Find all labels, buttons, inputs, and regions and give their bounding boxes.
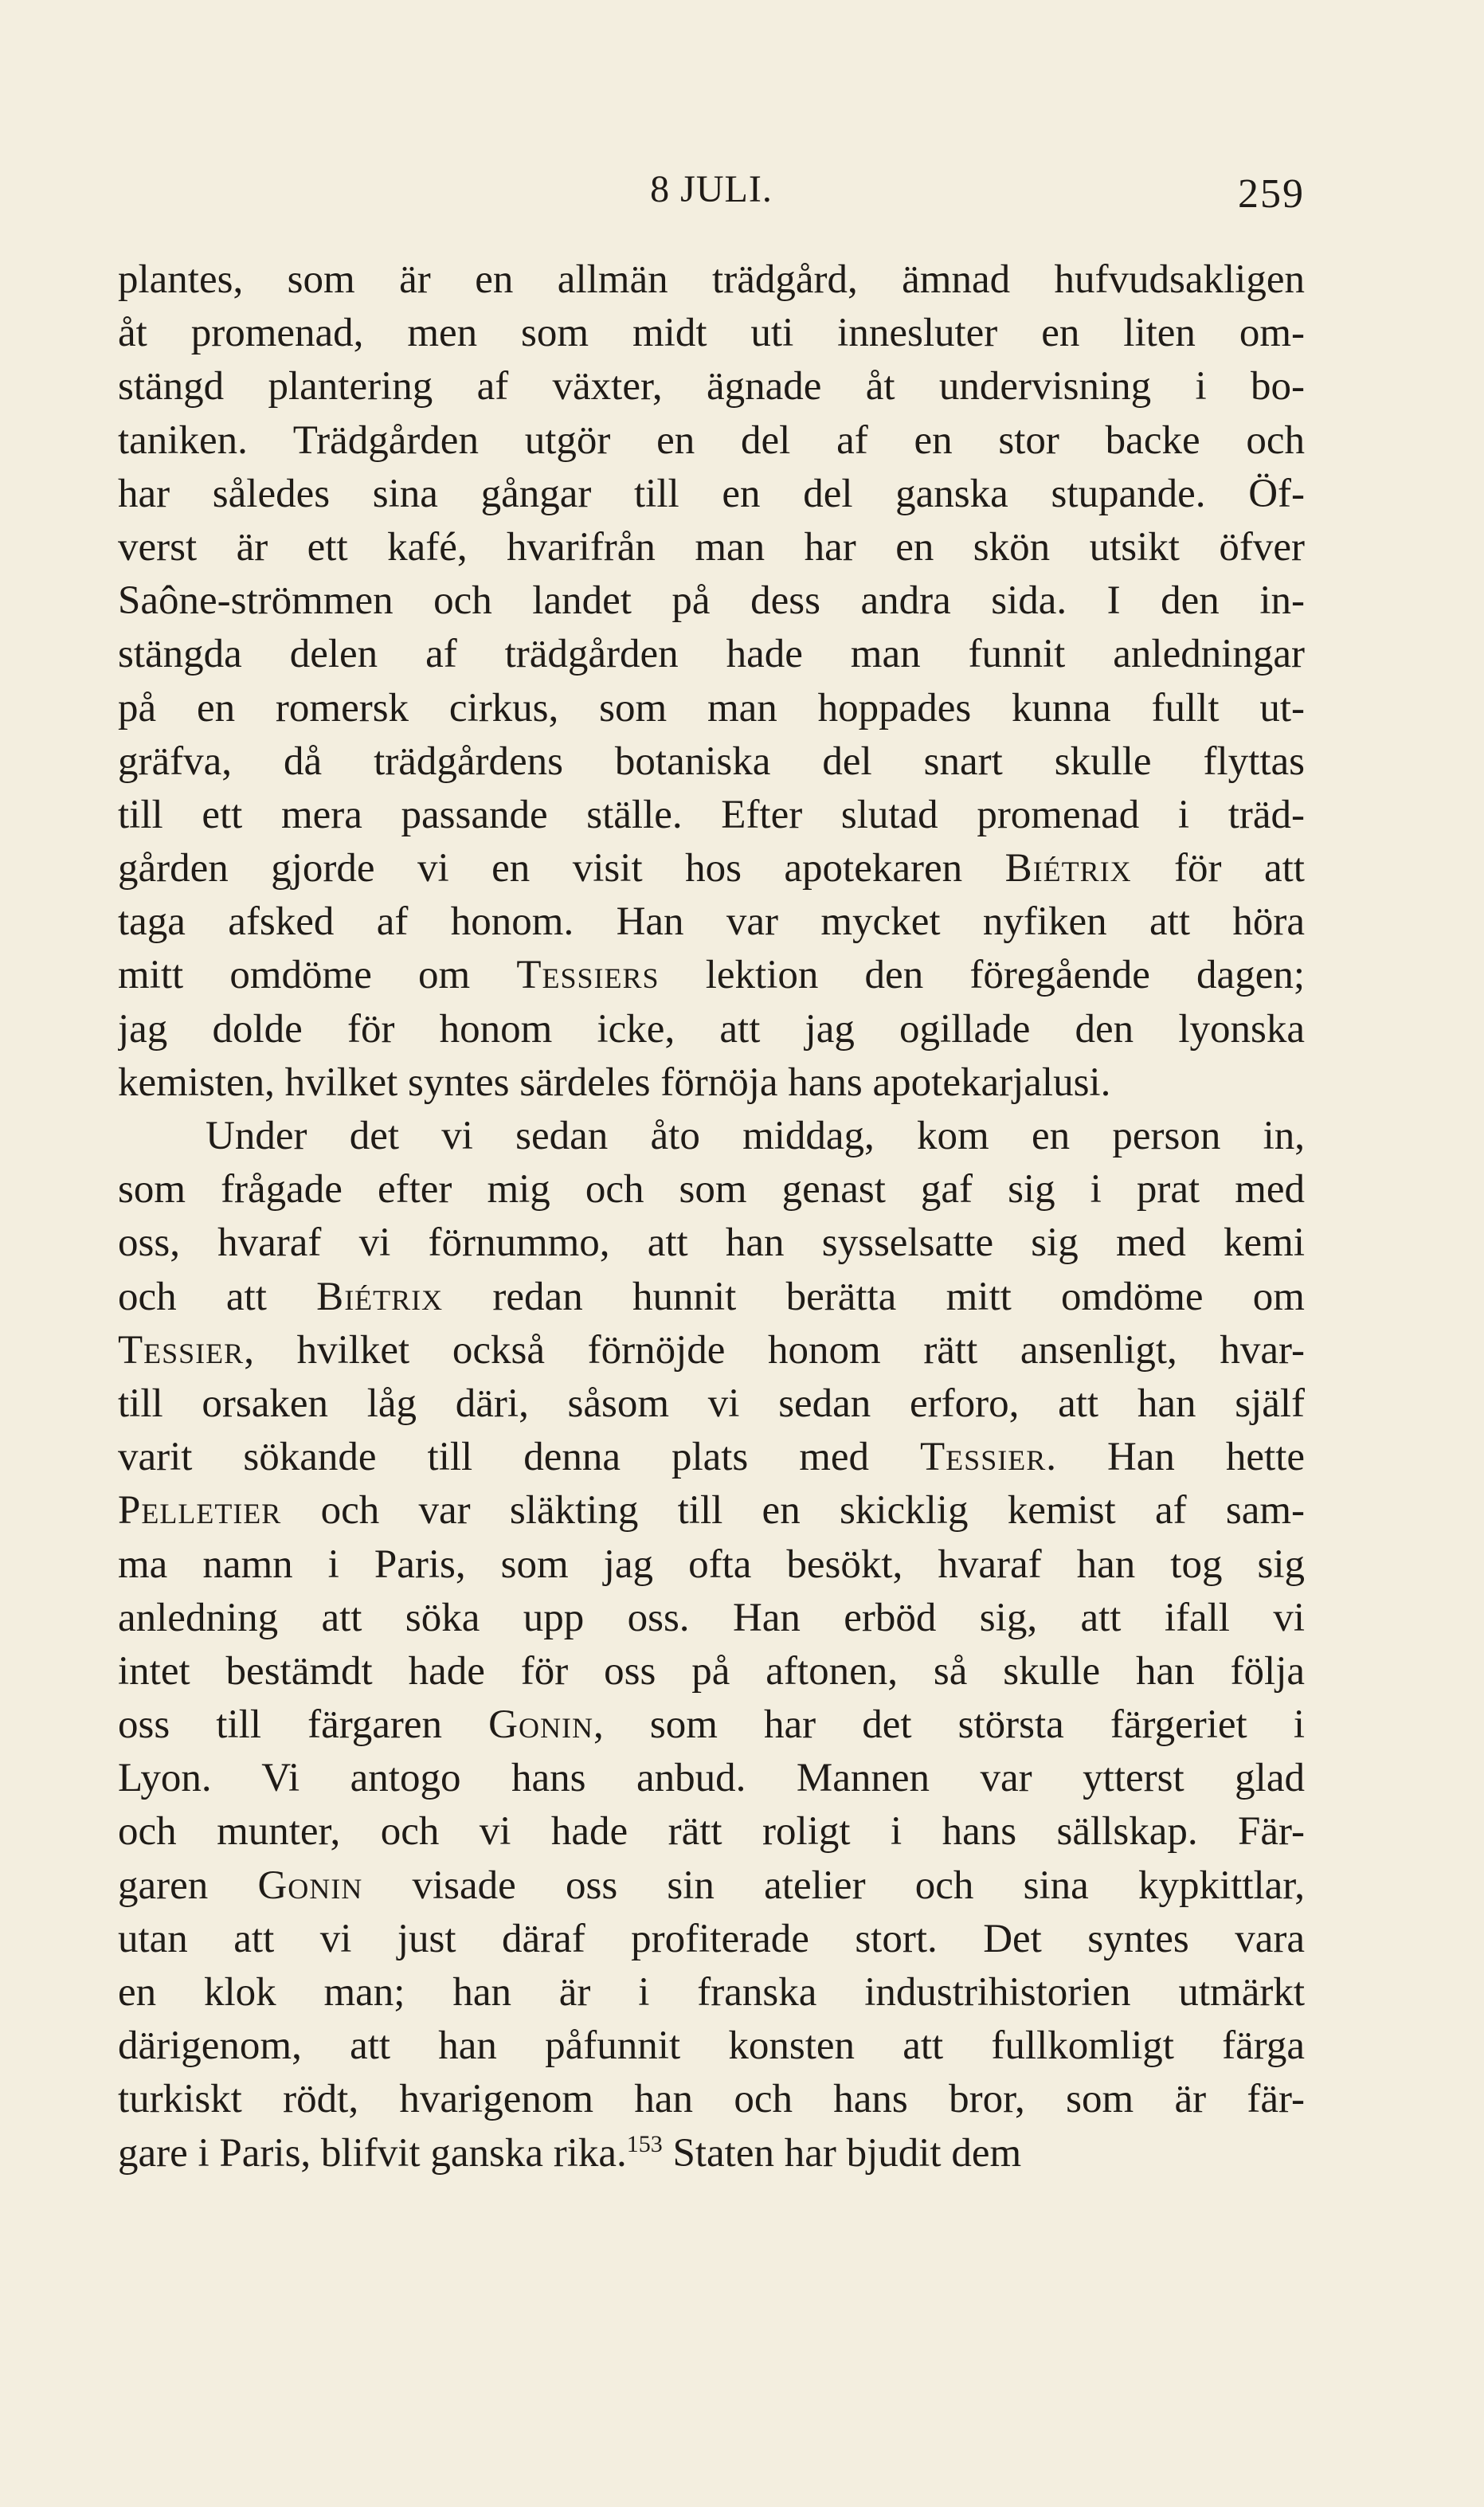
text-segment: Under det vi sedan åto middag, kom en person in,: [206, 1114, 1305, 1158]
footnote-marker: 153: [626, 2130, 663, 2157]
text-segment: visade oss sin atelier och sina kypkittlar,: [362, 1863, 1305, 1908]
text-segment: anledning att söka upp oss. Han erböd sig, att ifall vi: [118, 1595, 1305, 1640]
text-segment: turkiskt rödt, hvarigenom han och hans bror, som är fär-: [118, 2077, 1305, 2122]
text-line: [118, 1484, 1305, 1537]
text-segment: garen: [118, 1863, 258, 1908]
text-segment: oss till färgaren: [118, 1702, 489, 1748]
text-segment: en klok man; han är i franska industrihistorien utmärkt: [118, 1970, 1305, 2015]
text-segment: Staten har bjudit dem: [662, 2130, 1022, 2176]
text-segment: redan hunnit berätta mitt omdöme om: [443, 1274, 1305, 1319]
text-line: [118, 1003, 1305, 1056]
text-line: [118, 1163, 1305, 1216]
text-line: [118, 2127, 1305, 2180]
proper-name: Pelletier: [118, 1488, 282, 1534]
text-segment: oss, hvaraf vi förnummo, att han sysselsatte sig med kemi: [118, 1220, 1305, 1266]
text-segment: till orsaken låg däri, såsom vi sedan erforo, att han själf: [118, 1381, 1305, 1426]
text-line: [118, 1592, 1305, 1645]
text-line: [118, 949, 1305, 1002]
text-line: [118, 1859, 1305, 1913]
proper-name: Tessier: [920, 1435, 1047, 1480]
text-line: [118, 895, 1305, 949]
text-line: [118, 1110, 1305, 1163]
text-segment: taniken. Trädgården utgör en del af en stor backe och: [118, 417, 1305, 463]
page-number: 259: [1238, 171, 1305, 217]
text-line: [118, 1645, 1305, 1698]
text-line: [118, 1324, 1305, 1377]
proper-name: Tessiers: [516, 953, 660, 998]
text-segment: till ett mera passande ställe. Efter slutad promenad i träd-: [118, 792, 1305, 837]
text-line: [118, 1538, 1305, 1592]
text-segment: jag dolde för honom icke, att jag ogillade den lyonska: [118, 1006, 1305, 1052]
text-segment: plantes, som är en allmän trädgård, ämnad hufvudsakligen: [118, 257, 1305, 302]
text-line: [118, 2073, 1305, 2126]
text-line: [118, 307, 1305, 360]
page-header: [118, 167, 1305, 223]
text-line: [118, 842, 1305, 895]
proper-name: Gonin: [488, 1702, 593, 1748]
text-segment: gården gjorde vi en visit hos apotekaren: [118, 846, 1005, 891]
text-line: [118, 414, 1305, 468]
text-segment: åt promenad, men som midt uti innesluter en liten om-: [118, 311, 1305, 356]
text-line: [118, 253, 1305, 307]
text-segment: , som har det största färgeriet i: [593, 1702, 1305, 1748]
running-head: 8 JULI.: [650, 168, 773, 210]
text-line: [118, 1752, 1305, 1805]
text-line: [118, 682, 1305, 735]
text-segment: mitt omdöme om: [118, 953, 517, 998]
text-segment: har således sina gångar till en del ganska stupande. Öf-: [118, 471, 1305, 516]
text-segment: gare i Paris, blifvit ganska rika.: [118, 2130, 627, 2176]
text-segment: utan att vi just däraf profiterade stort. Det syntes vara: [118, 1916, 1305, 1961]
text-segment: gräfva, då trädgårdens botaniska del snart skulle flyttas: [118, 738, 1305, 784]
text-line: [118, 1698, 1305, 1752]
proper-name: Gonin: [257, 1863, 363, 1908]
text-segment: taga afsked af honom. Han var mycket nyfiken att höra: [118, 899, 1305, 945]
text-segment: Lyon. Vi antogo hans anbud. Mannen var ytterst glad: [118, 1756, 1305, 1801]
text-segment: lektion den föregående dagen;: [659, 953, 1305, 998]
text-line: [118, 1431, 1305, 1484]
text-segment: verst är ett kafé, hvarifrån man har en skön utsikt öfver: [118, 524, 1305, 570]
text-line: [118, 360, 1305, 413]
text-segment: som frågade efter mig och som genast gaf sig i prat med: [118, 1167, 1305, 1212]
text-segment: kemisten, hvilket syntes särdeles förnöja hans apotekarjalusi.: [118, 1060, 1111, 1105]
text-segment: Saône-strömmen och landet på dess andra sida. I den in-: [118, 578, 1305, 624]
proper-name: Tessier: [118, 1327, 245, 1373]
text-line: [118, 1966, 1305, 2019]
text-segment: . Han hette: [1046, 1435, 1305, 1480]
text-line: [118, 1913, 1305, 1966]
text-line: [118, 1271, 1305, 1324]
text-line: [118, 2019, 1305, 2073]
text-segment: ma namn i Paris, som jag ofta besökt, hvaraf han tog sig: [118, 1541, 1305, 1587]
text-segment: och var släkting till en skicklig kemist af sam-: [281, 1488, 1305, 1534]
text-segment: stängd plantering af växter, ägnade åt undervisning i bo-: [118, 364, 1305, 409]
text-line: [118, 628, 1305, 681]
text-line: [118, 521, 1305, 574]
text-segment: stängda delen af trädgården hade man funnit anledningar: [118, 632, 1305, 677]
text-segment: och munter, och vi hade rätt roligt i hans sällskap. Fär-: [118, 1809, 1305, 1855]
text-segment: på en romersk cirkus, som man hoppades kunna fullt ut-: [118, 685, 1305, 731]
text-segment: därigenom, att han påfunnit konsten att fullkomligt färga: [118, 2023, 1305, 2069]
proper-name: Biétrix: [1004, 846, 1132, 891]
text-segment: och att: [118, 1274, 317, 1319]
text-line: [118, 1056, 1305, 1110]
text-line: [118, 574, 1305, 628]
proper-name: Biétrix: [316, 1274, 444, 1319]
text-segment: varit sökande till denna plats med: [118, 1435, 921, 1480]
text-line: [118, 1377, 1305, 1431]
body-text: [118, 253, 1305, 2180]
text-line: [118, 468, 1305, 521]
text-line: [118, 789, 1305, 842]
text-segment: för att: [1131, 846, 1305, 891]
text-line: [118, 1216, 1305, 1270]
text-segment: intet bestämdt hade för oss på aftonen, så skulle han följa: [118, 1648, 1305, 1694]
text-segment: , hvilket också förnöjde honom rätt ansenligt, hvar-: [244, 1327, 1305, 1373]
text-line: [118, 735, 1305, 789]
text-line: [118, 1805, 1305, 1859]
